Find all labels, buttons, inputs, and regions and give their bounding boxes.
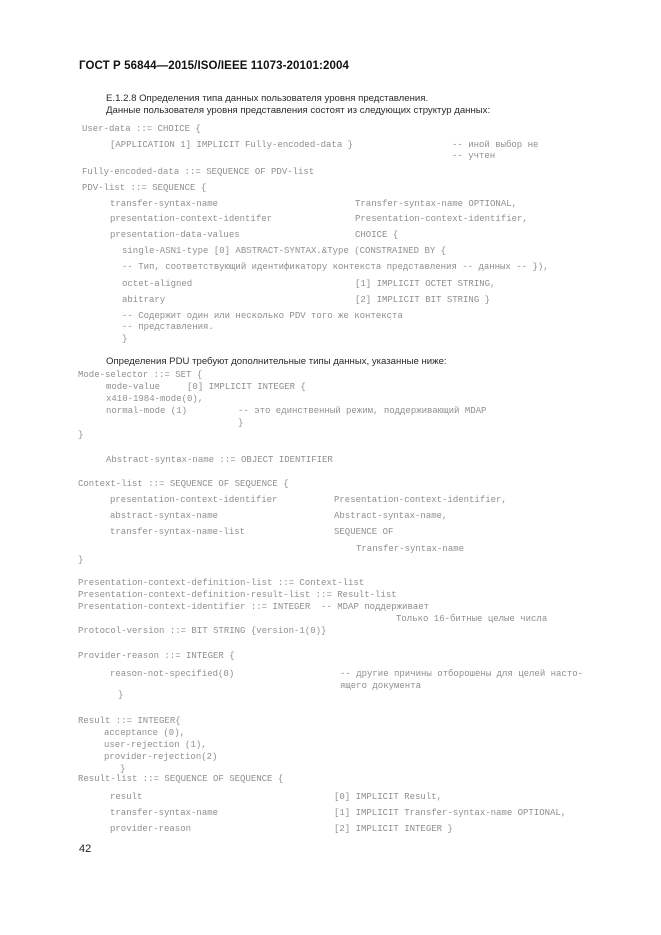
- code-line: transfer-syntax-name-list: [110, 527, 246, 537]
- code-line: single-ASN1-type [0] ABSTRACT-SYNTAX.&Type (CONSTRAINED BY {: [122, 246, 447, 256]
- code-line: [2] IMPLICIT BIT STRING }: [355, 295, 491, 305]
- code-line: }: [238, 418, 244, 428]
- pdu-note: Определения PDU требуют дополнительные типы данных, указанные ниже:: [106, 356, 447, 367]
- code-line: SEQUENCE OF: [334, 527, 394, 537]
- code-line: provider-reason: [110, 824, 192, 834]
- code-line: -- другие причины отборошены для целей насто-: [340, 669, 584, 679]
- code-line: Provider-reason ::= INTEGER {: [78, 651, 235, 661]
- standard-header: ГОСТ Р 56844—2015/ISO/IEEE 11073-20101:2004: [79, 60, 349, 72]
- code-line: abitrary: [122, 295, 166, 305]
- code-line: normal-mode (1): [106, 406, 188, 416]
- code-line: Только 16-битные целые числа: [396, 614, 548, 624]
- code-line: Presentation-context-definition-list ::= Context-list: [78, 578, 365, 588]
- code-line: CHOICE {: [355, 230, 399, 240]
- code-line: reason-not-specified(0): [110, 669, 235, 679]
- code-line: [1] IMPLICIT OCTET STRING,: [355, 279, 496, 289]
- code-line: -- Тип, соответствующий идентификатору контекста представления -- данных -- }),: [122, 262, 549, 272]
- code-line: presentation-context-identifier: [110, 495, 278, 505]
- code-line: Transfer-syntax-name: [356, 544, 465, 554]
- page-number: 42: [79, 843, 92, 855]
- code-line: Presentation-context-definition-result-list ::= Result-list: [78, 590, 397, 600]
- code-line: Abstract-syntax-name,: [334, 511, 448, 521]
- code-line: -- это единственный режим, поддерживающий MDAP: [238, 406, 487, 416]
- code-line: [2] IMPLICIT INTEGER }: [334, 824, 453, 834]
- code-line: Protocol-version ::= BIT STRING {version-1(0)}: [78, 626, 327, 636]
- code-line: Fully-encoded-data ::= SEQUENCE OF PDV-list: [82, 167, 315, 177]
- code-line: PDV-list ::= SEQUENCE {: [82, 183, 207, 193]
- code-line: x410-1984-mode(0),: [106, 394, 204, 404]
- code-line: transfer-syntax-name: [110, 808, 219, 818]
- code-line: Context-list ::= SEQUENCE OF SEQUENCE {: [78, 479, 289, 489]
- code-line: Presentation-context-identifier ::= INTEGER -- MDAP поддерживает: [78, 602, 430, 612]
- code-line: Result-list ::= SEQUENCE OF SEQUENCE {: [78, 774, 284, 784]
- code-line: mode-value [0] IMPLICIT INTEGER {: [106, 382, 306, 392]
- code-line: -- иной выбор не: [452, 140, 539, 150]
- code-line: user-rejection (1),: [104, 740, 207, 750]
- code-line: -- учтен: [452, 151, 496, 161]
- code-line: }: [78, 555, 84, 565]
- code-line: ящего документа: [340, 681, 422, 691]
- code-line: Mode-selector ::= SET {: [78, 370, 203, 380]
- code-line: provider-rejection(2): [104, 752, 218, 762]
- code-line: presentation-context-identifer: [110, 214, 273, 224]
- code-line: [1] IMPLICIT Transfer-syntax-name OPTIONAL,: [334, 808, 567, 818]
- code-line: -- Содержит один или несколько PDV того же контекста: [122, 311, 403, 321]
- code-line: Result ::= INTEGER{: [78, 716, 181, 726]
- code-line: transfer-syntax-name: [110, 199, 219, 209]
- code-line: abstract-syntax-name: [110, 511, 219, 521]
- code-line: Transfer-syntax-name OPTIONAL,: [355, 199, 518, 209]
- code-line: result: [110, 792, 143, 802]
- code-line: -- представления.: [122, 322, 214, 332]
- code-line: [APPLICATION 1] IMPLICIT Fully-encoded-data }: [110, 140, 354, 150]
- code-line: }: [120, 764, 126, 774]
- section-intro: Данные пользователя уровня представления состоят из следующих структур данных:: [106, 105, 491, 116]
- code-line: Presentation-context-identifier,: [334, 495, 507, 505]
- code-line: [0] IMPLICIT Result,: [334, 792, 443, 802]
- code-line: octet-aligned: [122, 279, 193, 289]
- code-line: }: [122, 334, 128, 344]
- code-line: Abstract-syntax-name ::= OBJECT IDENTIFIER: [106, 455, 333, 465]
- code-line: acceptance (0),: [104, 728, 186, 738]
- code-line: Presentation-context-identifier,: [355, 214, 528, 224]
- code-line: }: [118, 690, 124, 700]
- code-line: presentation-data-values: [110, 230, 240, 240]
- code-line: User-data ::= CHOICE {: [82, 124, 201, 134]
- section-heading: Е.1.2.8 Определения типа данных пользователя уровня представления.: [106, 93, 429, 104]
- code-line: }: [78, 430, 84, 440]
